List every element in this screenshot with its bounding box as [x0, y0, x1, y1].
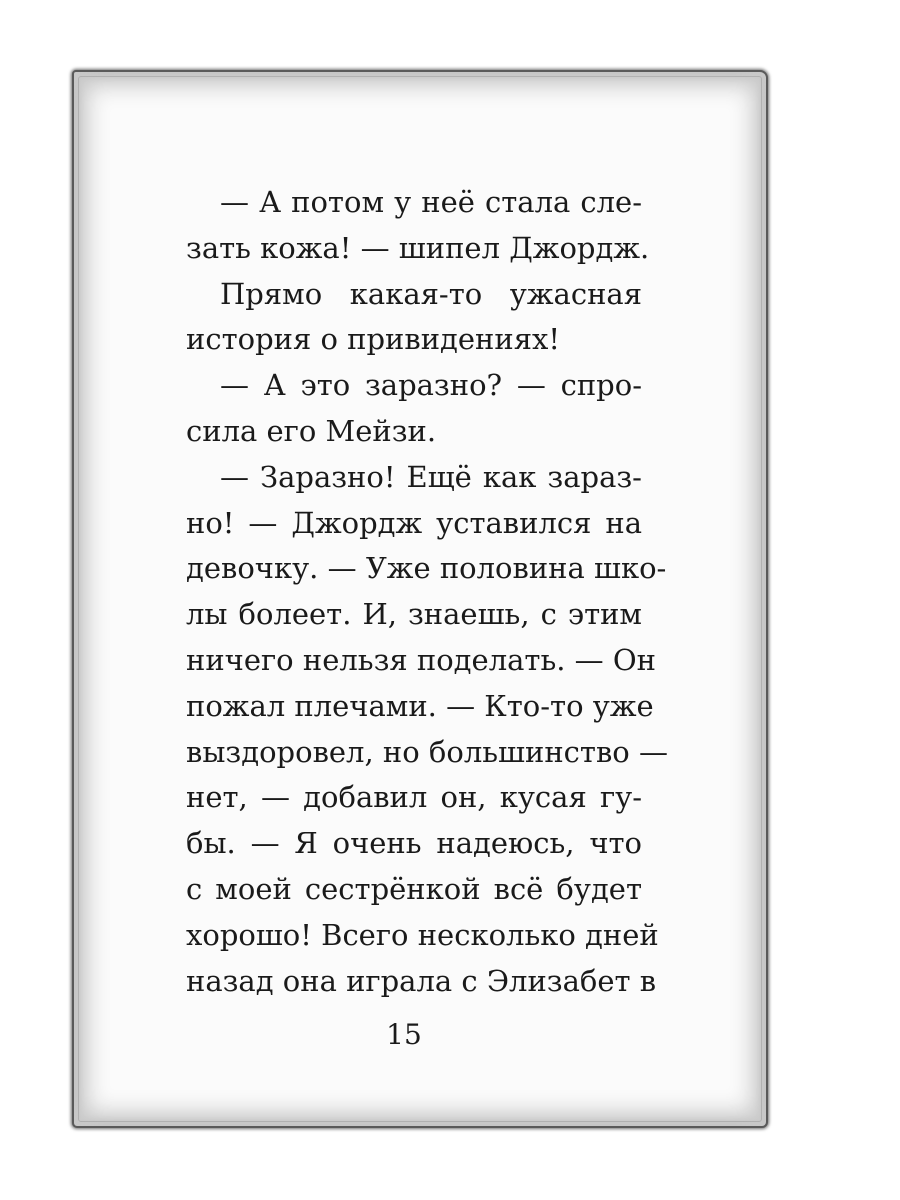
text-line: сила его Мейзи. — [186, 413, 437, 448]
text-line: назад она играла с Элизабет в — [186, 963, 657, 998]
text-line: Прямо какая-то ужасная — [220, 276, 642, 311]
text-line: хорошо! Всего несколько дней — [186, 917, 659, 952]
text-line: но! — Джордж уставился на — [186, 505, 642, 540]
page-text — [186, 180, 668, 1004]
text-line: бы. — Я очень надеюсь, что — [186, 826, 642, 861]
page-number: 15 — [386, 1018, 422, 1051]
text-line: нет, — добавил он, кусая гу- — [186, 780, 642, 815]
book-page — [72, 70, 768, 1128]
text-line: ничего нельзя поделать. — Он — [186, 642, 657, 677]
text-line: выздоровел, но большинство — — [186, 734, 668, 769]
text-line: девочку. — Уже половина шко- — [186, 551, 667, 586]
text-line: пожал плечами. — Кто-то уже — [186, 688, 654, 723]
text-line: — Заразно! Ещё как зараз- — [220, 459, 642, 494]
text-line: с моей сестрёнкой всё будет — [186, 871, 642, 906]
text-line: — А потом у неё стала сле- — [220, 185, 642, 219]
text-line: — А это заразно? — спро- — [220, 368, 642, 403]
text-line: зать кожа! — шипел Джордж. — [186, 230, 650, 265]
text-line: история о привидениях! — [186, 322, 561, 357]
text-line: лы болеет. И, знаешь, с этим — [186, 597, 642, 632]
